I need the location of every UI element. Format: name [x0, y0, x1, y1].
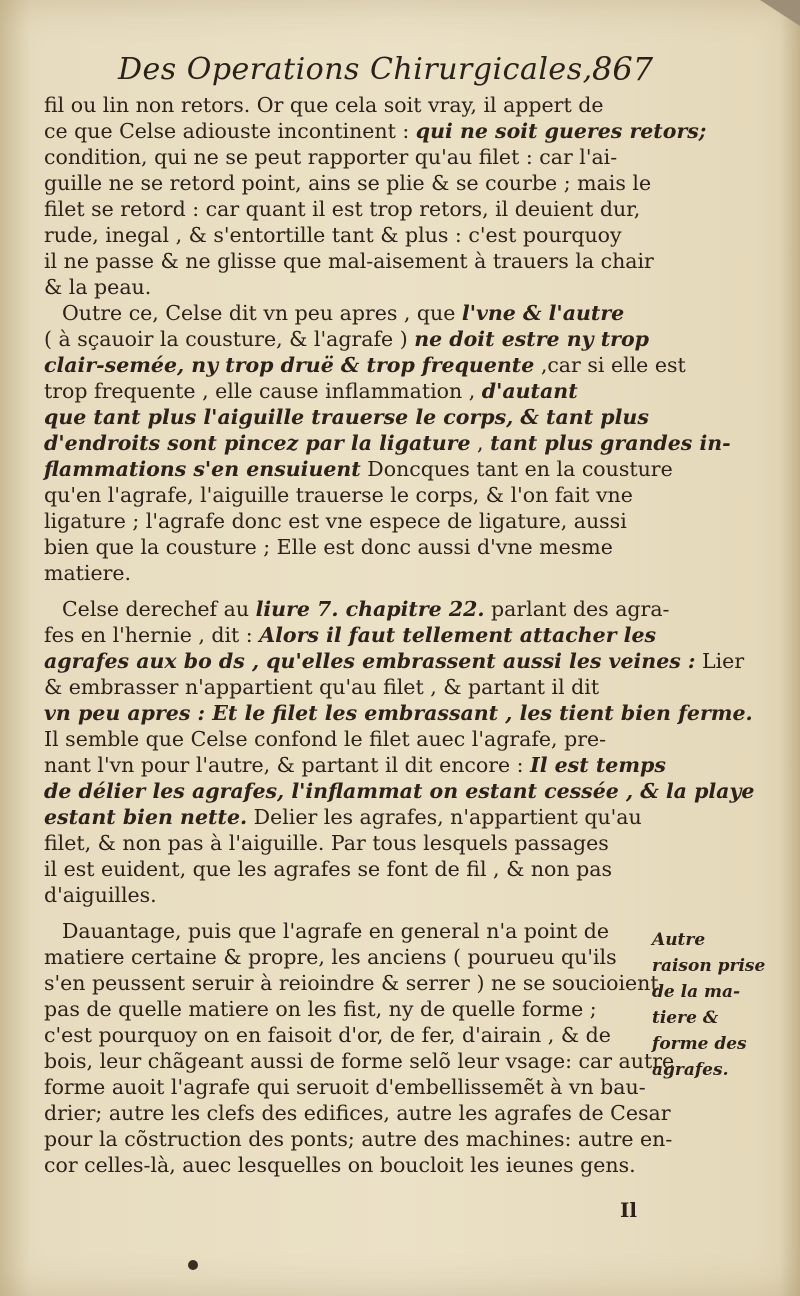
text-line [44, 430, 731, 456]
text-span: Celse derechef au [62, 597, 256, 621]
text-span: d'aiguilles. [44, 883, 157, 907]
text-line [44, 534, 664, 560]
italic-span: ne doit estre ny trop [414, 327, 649, 351]
text-span: Dauantage, puis que l'agrafe en general n'a point de [62, 919, 610, 943]
text-span: pas de quelle matiere on les fist, ny de quelle forme ; [44, 997, 597, 1021]
text-line [44, 1126, 673, 1152]
text-line [44, 196, 664, 222]
text-span: bien que la cousture ; Elle est donc aussi d'vne mesme [44, 535, 613, 559]
text-line [44, 1152, 664, 1178]
text-span: nant l'vn pour l'autre, & partant il dit encore : [44, 753, 531, 777]
margin-note-line: tiere & [652, 1008, 719, 1028]
running-header [0, 50, 800, 94]
text-line [44, 1048, 675, 1074]
paragraph-gap [44, 908, 664, 918]
text-line [44, 508, 664, 534]
page-number: 867 [592, 50, 654, 88]
text-span: matiere certaine & propre, les anciens ( pourueu qu'ils [44, 945, 617, 969]
text-span: ligature ; l'agrafe donc est vne espece de ligature, aussi [44, 509, 627, 533]
paragraph-gap [44, 586, 664, 596]
text-span: condition, qui ne se peut rapporter qu'au filet : car l'ai- [44, 145, 618, 169]
text-line [44, 856, 664, 882]
text-line [44, 560, 664, 586]
text-line [44, 674, 664, 700]
italic-span: l'vne & l'autre [461, 301, 625, 325]
text-span: filet, & non pas à l'aiguille. Par tous lesquels passages [44, 831, 609, 855]
text-line [44, 482, 664, 508]
text-span: drier; autre les clefs des edifices, autre les agrafes de Cesar [44, 1101, 671, 1125]
text-line [44, 622, 664, 648]
text-span: filet se retord : car quant il est trop retors, il deuient dur, [44, 197, 641, 221]
text-span: fes en l'hernie , dit : [44, 623, 260, 647]
text-line [44, 170, 664, 196]
text-line [44, 300, 664, 326]
text-span: fil ou lin non retors. Or que cela soit vray, il appert de [44, 93, 604, 117]
margin-note-line: raison prise [652, 956, 766, 976]
text-span: Il semble que Celse confond le filet auec l'agrafe, pre- [44, 727, 607, 751]
margin-note-line: Autre [652, 930, 706, 950]
italic-span: vn peu apres : Et le filet les embrassant , les tient bien ferme. [44, 701, 753, 725]
italic-span: de délier les agrafes, l'inflammat on estant cessée , & la playe [44, 779, 755, 803]
margin-note-line: agrafes. [652, 1060, 729, 1080]
text-line [44, 222, 664, 248]
text-line [44, 778, 755, 804]
text-line [44, 456, 673, 482]
text-span: bois, leur chãgeant aussi de forme selõ leur vsage: car autre [44, 1049, 675, 1073]
text-line [44, 596, 670, 622]
margin-note-line: forme des [652, 1034, 747, 1054]
text-span: pour la cõstruction des ponts; autre des machines: autre en- [44, 1127, 673, 1151]
text-line [44, 726, 664, 752]
text-line [44, 830, 664, 856]
italic-span: d'endroits sont pincez par la ligature [44, 431, 471, 455]
italic-span: estant bien nette. [44, 805, 248, 829]
text-span: & embrasser n'appartient qu'au filet , & partant il dit [44, 675, 600, 699]
text-line [44, 970, 664, 996]
margin-note-line: de la ma- [652, 982, 741, 1002]
text-span: forme auoit l'agrafe qui seruoit d'embellissemẽt à vn bau- [44, 1075, 646, 1099]
margin-note [652, 927, 772, 1083]
text-span: parlant des agra- [484, 597, 670, 621]
text-line [44, 326, 664, 352]
text-span: Doncques tant en la cousture [360, 457, 673, 481]
text-span: & la peau. [44, 275, 152, 299]
italic-span: flammations s'en ensuiuent [44, 457, 361, 481]
text-span: ce que Celse adiouste incontinent : [44, 119, 416, 143]
text-span: guille ne se retord point, ains se plie & se courbe ; mais le [44, 171, 652, 195]
catchword: Il [620, 1198, 637, 1222]
text-span: s'en peussent seruir à reioindre & serrer ) ne se soucioient [44, 971, 659, 995]
text-span: Delier les agrafes, n'appartient qu'au [247, 805, 642, 829]
folded-corner [760, 0, 800, 26]
text-span: Lier [695, 649, 745, 673]
text-line [44, 996, 664, 1022]
text-line [44, 1022, 664, 1048]
ink-spot [188, 1260, 198, 1270]
text-span: ,car si elle est [534, 353, 686, 377]
text-line [44, 352, 686, 378]
text-line [44, 648, 745, 674]
italic-span: d'autant [481, 379, 578, 403]
text-line [44, 144, 664, 170]
text-span: il est euident, que les agrafes se font de fil , & non pas [44, 857, 612, 881]
text-line [44, 882, 664, 908]
running-title: Des Operations Chirurgicales, [118, 52, 593, 87]
text-span: matiere. [44, 561, 132, 585]
italic-span: clair-semée, ny trop druë & trop frequente [44, 353, 535, 377]
text-span: qu'en l'agrafe, l'aiguille trauerse le corps, & l'on fait vne [44, 483, 633, 507]
text-line [44, 92, 664, 118]
text-span: rude, inegal , & s'entortille tant & plus : c'est pourquoy [44, 223, 622, 247]
italic-span: qui ne soit gueres retors; [415, 119, 707, 143]
text-span: cor celles-là, auec lesquelles on boucloit les ieunes gens. [44, 1153, 636, 1177]
text-line [44, 1074, 664, 1100]
text-span: c'est pourquoy on en faisoit d'or, de fer, d'airain , & de [44, 1023, 611, 1047]
text-line [44, 274, 664, 300]
italic-span: Il est temps [530, 753, 666, 777]
italic-span: liure 7. chapitre 22. [255, 597, 485, 621]
text-span: Outre ce, Celse dit vn peu apres , que [62, 301, 462, 325]
text-line [44, 752, 664, 778]
text-line [44, 118, 707, 144]
text-line [44, 700, 753, 726]
text-span: ( à sçauoir la cousture, & l'agrafe ) [44, 327, 415, 351]
italic-span: Alors il faut tellement attacher les [259, 623, 657, 647]
italic-span: tant plus grandes in- [490, 431, 731, 455]
text-line [44, 944, 664, 970]
text-line [44, 404, 664, 430]
text-span: il ne passe & ne glisse que mal-aisement à trauers la chair [44, 249, 654, 273]
text-line [44, 248, 664, 274]
italic-span: que tant plus l'aiguille trauerse le corps, & tant plus [44, 405, 649, 429]
text-line [44, 804, 664, 830]
text-line [44, 378, 664, 404]
text-span: , [470, 431, 491, 455]
text-line [44, 1100, 671, 1126]
text-span: trop frequente , elle cause inflammation , [44, 379, 482, 403]
text-line [44, 918, 664, 944]
italic-span: agrafes aux bo ds , qu'elles embrassent aussi les veines : [44, 649, 696, 673]
